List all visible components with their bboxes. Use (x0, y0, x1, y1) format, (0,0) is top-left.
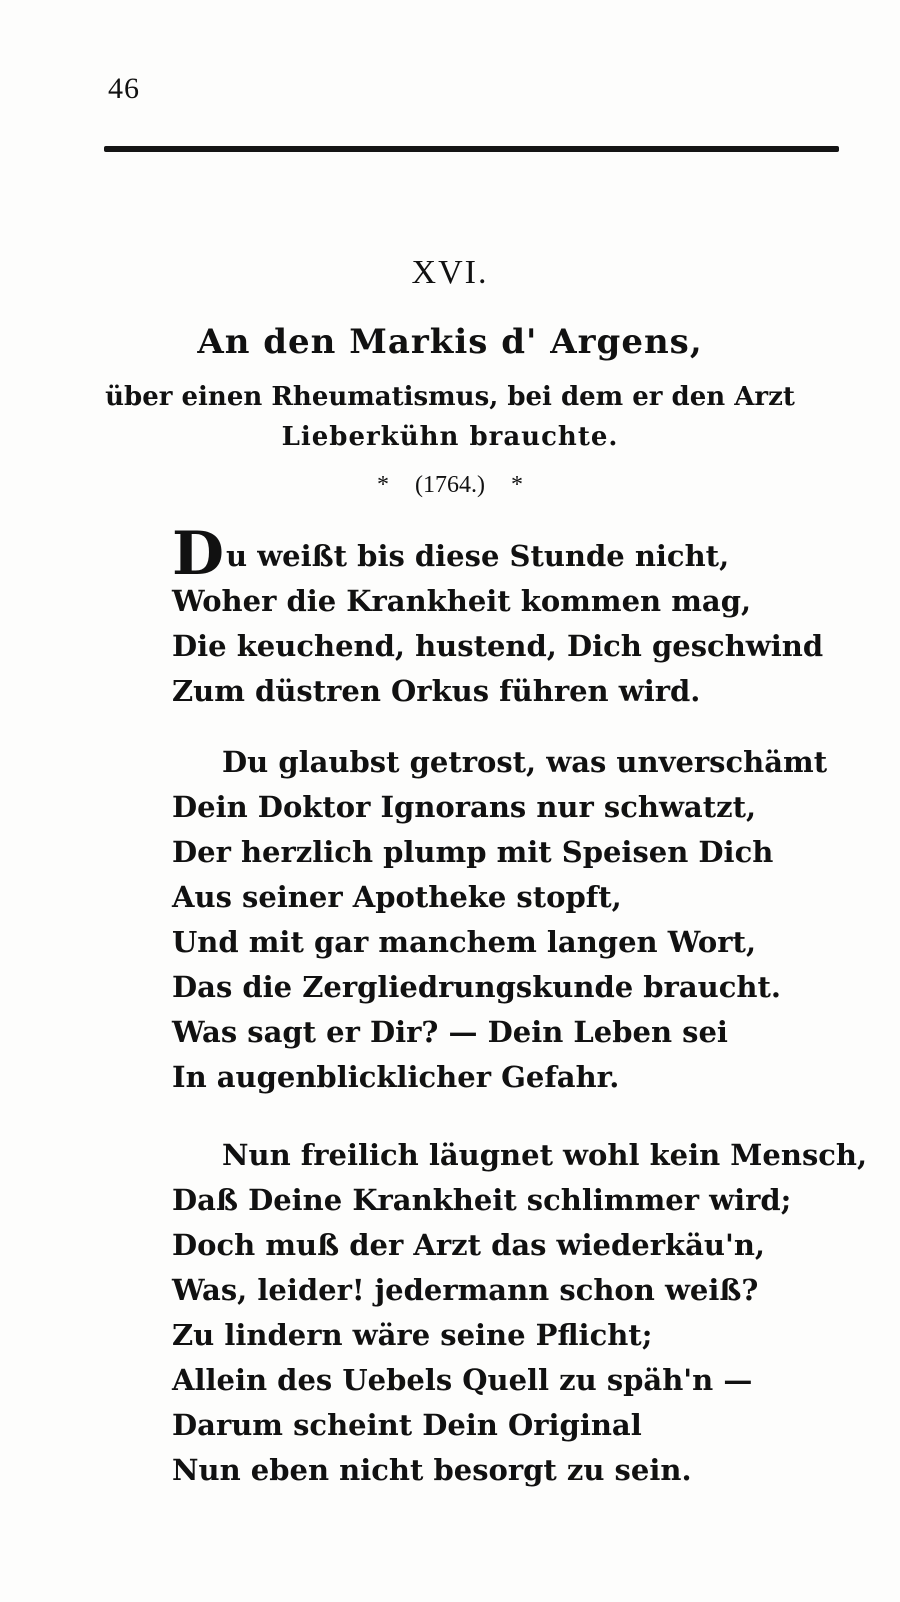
stanza-line: Dein Doktor Ignorans nur schwatzt, (172, 790, 757, 824)
stanza-line (172, 519, 772, 589)
stanza-line: Der herzlich plump mit Speisen Dich (172, 835, 774, 869)
stanza-line: Zum düstren Orkus führen wird. (172, 674, 701, 708)
stanza-line: Was, leider! jedermann schon weiß? (172, 1273, 759, 1307)
stanza-line: Allein des Uebels Quell zu späh'n — (172, 1363, 753, 1397)
poem-subtitle-line-2: Lieberkühn brauchte. (281, 422, 619, 452)
stanza-line: Nun eben nicht besorgt zu sein. (172, 1453, 692, 1487)
poem-title: An den Markis d' Argens, (197, 322, 703, 362)
poem-date (0, 472, 900, 499)
stanza-line: In augenblicklicher Gefahr. (172, 1060, 620, 1094)
stanza-line: Du glaubst getrost, was unverschämt (222, 745, 828, 779)
stanza-line: Doch muß der Arzt das wiederkäu'n, (172, 1228, 766, 1262)
stanza-line: Aus seiner Apotheke stopft, (172, 880, 622, 914)
header-rule (104, 146, 839, 152)
stanza-line: Und mit gar manchem langen Wort, (172, 925, 757, 959)
stanza-line: Woher die Krankheit kommen mag, (172, 584, 752, 618)
poem-subtitle-line-1: über einen Rheumatismus, bei dem er den Arzt (105, 382, 795, 412)
poem-number: XVI. (411, 254, 489, 291)
first-line-text: u weißt bis diese Stunde nicht, (226, 539, 730, 573)
stanza-line: Was sagt er Dir? — Dein Leben sei (172, 1015, 728, 1049)
page-number: 46 (108, 72, 140, 105)
stanza-3 (172, 1133, 868, 1493)
date-star-right: * (510, 472, 523, 498)
stanza-line: Nun freilich läugnet wohl kein Mensch, (222, 1138, 868, 1172)
stanza-line: Darum scheint Dein Original (172, 1408, 642, 1442)
date-star-left: * (377, 472, 389, 498)
stanza-line: Die keuchend, hustend, Dich geschwind (172, 629, 824, 663)
stanza-1 (172, 519, 824, 714)
date-year: (1764.) (415, 472, 485, 498)
stanza-line: Daß Deine Krankheit schlimmer wird; (172, 1183, 792, 1217)
stanza-line: Zu lindern wäre seine Pflicht; (172, 1318, 653, 1352)
stanza-line: Das die Zergliedrungskunde braucht. (172, 970, 781, 1004)
stanza-2 (172, 740, 828, 1100)
drop-cap: D (172, 519, 225, 589)
